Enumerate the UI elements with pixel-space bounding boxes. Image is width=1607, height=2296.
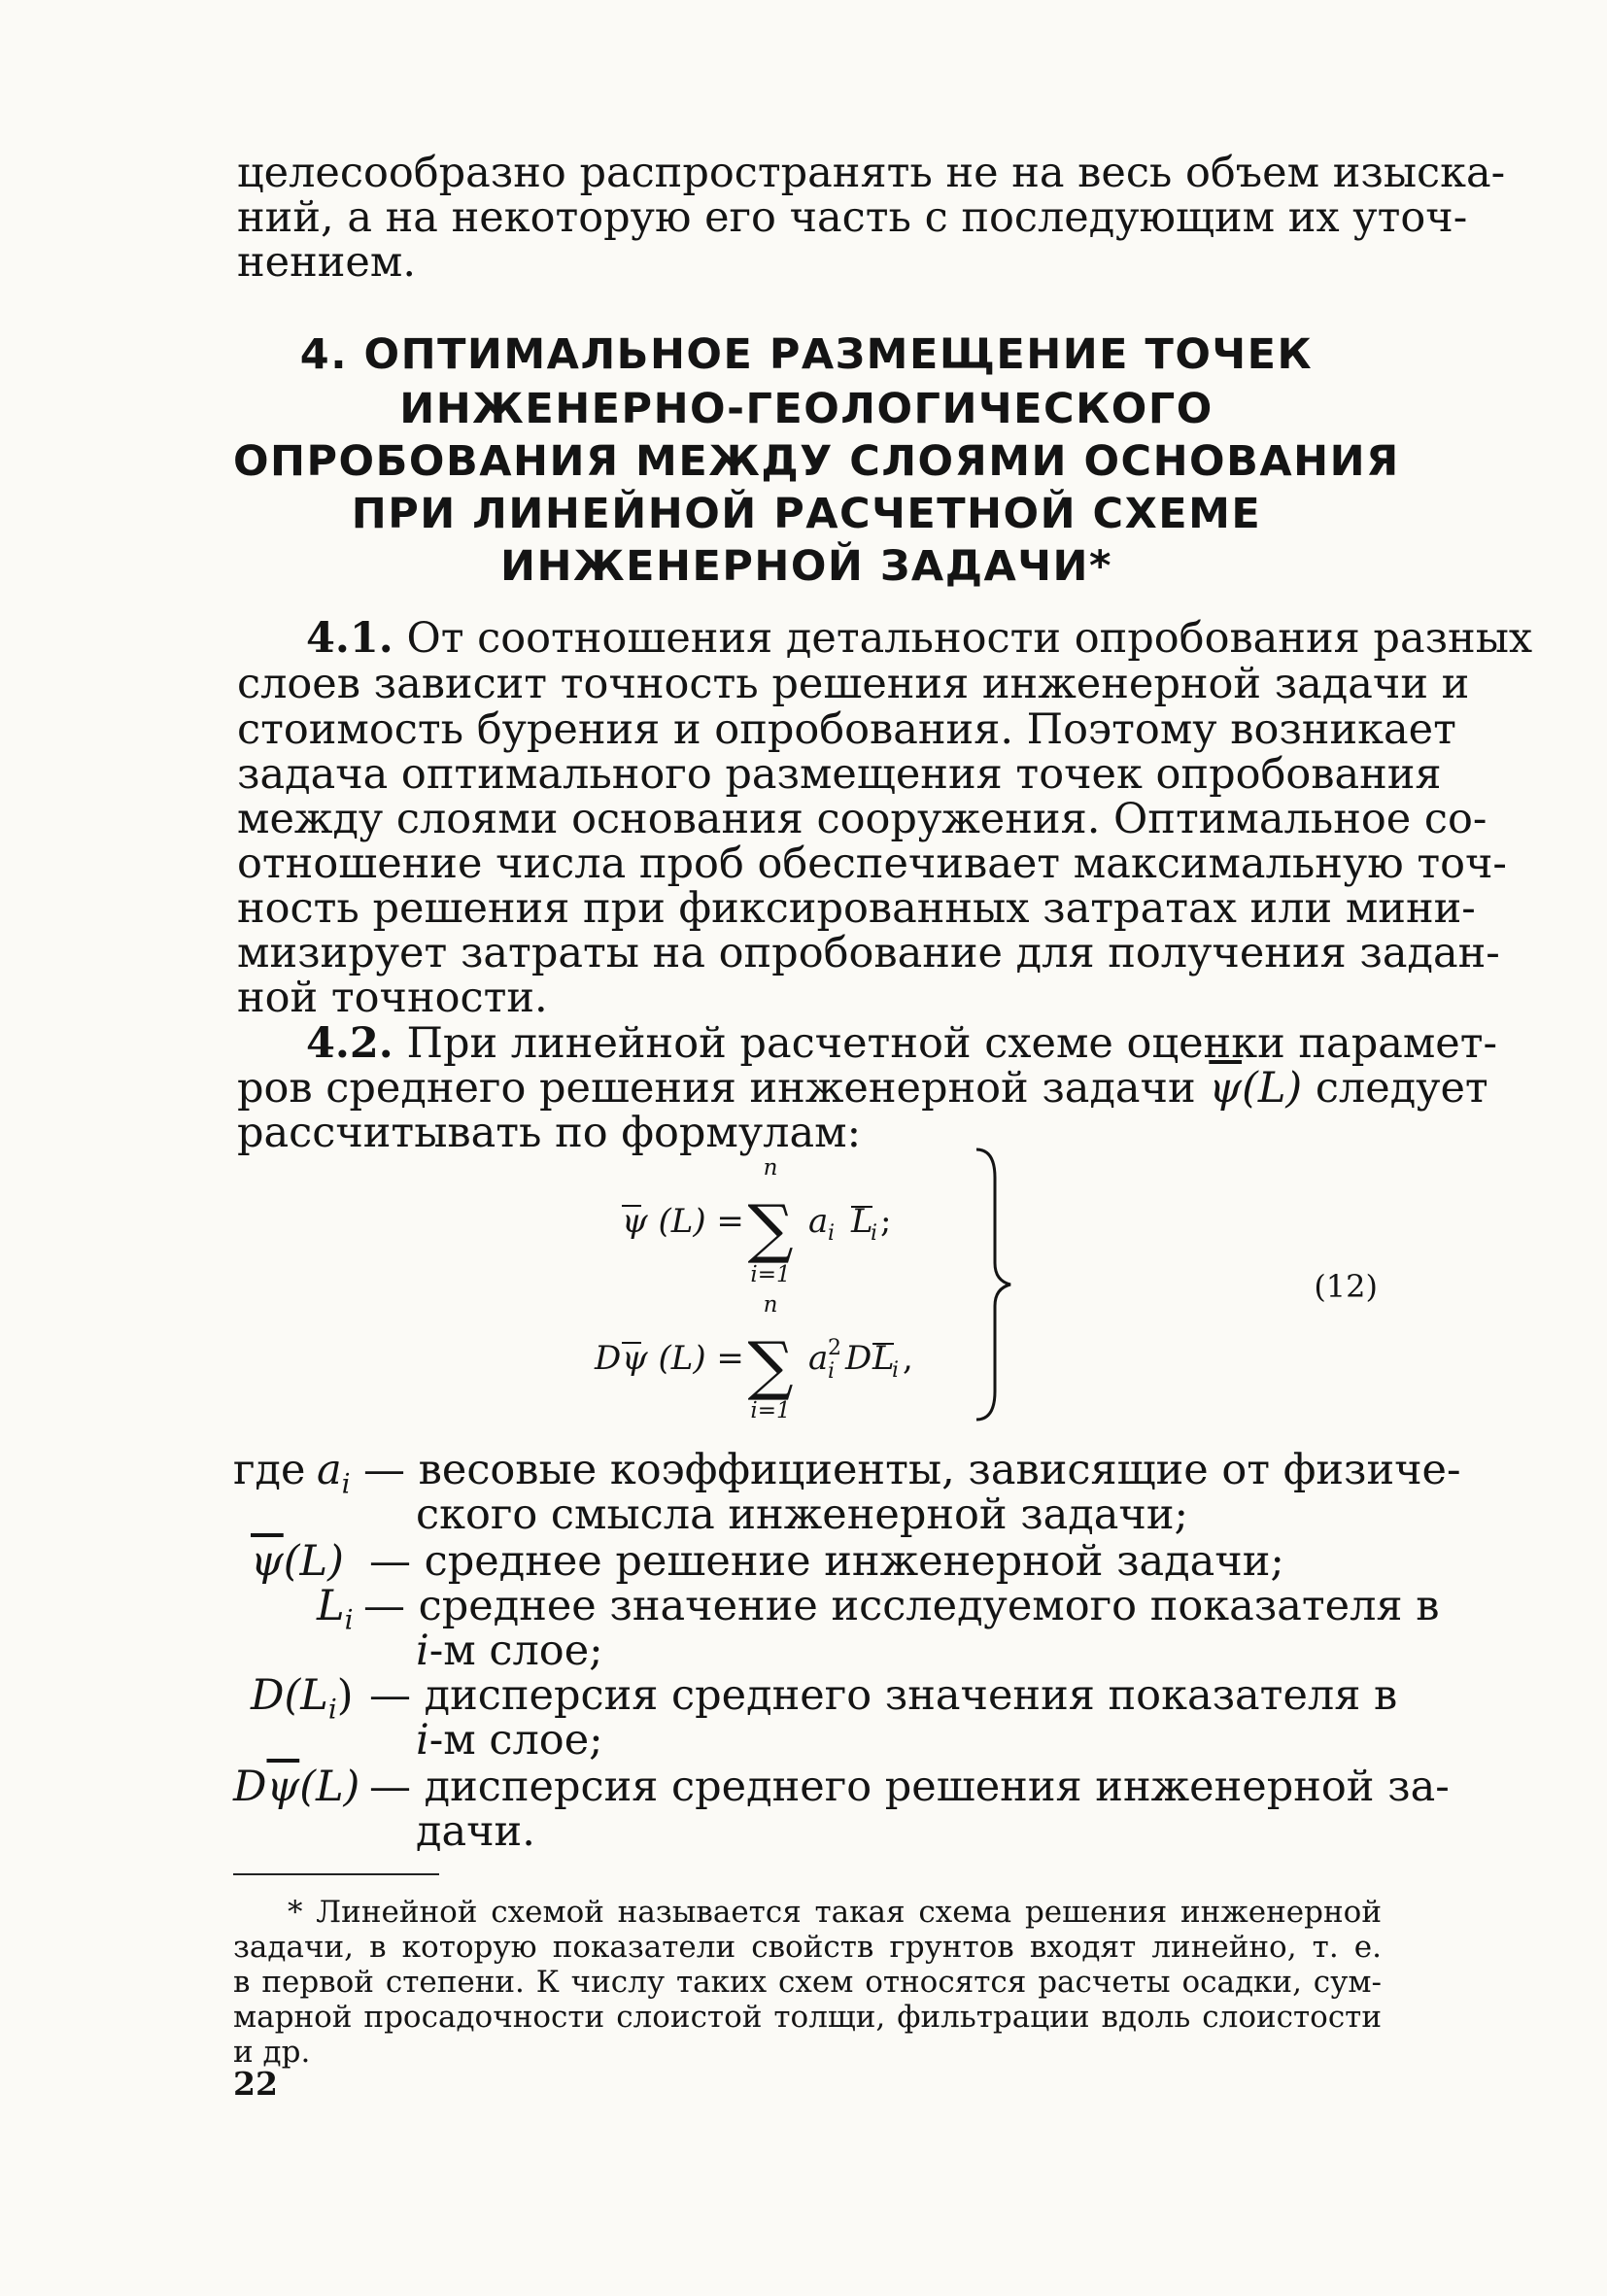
formula-1-lhs: ψ (L) = <box>622 1202 744 1241</box>
variable-L: L <box>872 1339 895 1378</box>
sum-upper-limit: n <box>763 1292 778 1318</box>
body-line: рассчитывать по формулам: <box>237 1109 862 1157</box>
footnote-line: в первой степени. К числу таких схем относятся расчеты осадки, сум- <box>233 1965 1382 2000</box>
psi-symbol: $\overline{\psi}(L)$ <box>1209 1064 1303 1113</box>
paragraph-text: следует <box>1315 1064 1488 1113</box>
body-line: мизирует затраты на опробование для получения задан- <box>237 929 1500 977</box>
body-line: стоимость бурения и опробования. Поэтому возникает <box>237 705 1456 754</box>
definition-symbol: $a_i$ <box>317 1446 351 1500</box>
definition-intro: где <box>233 1446 306 1494</box>
definition-text: — дисперсия среднего решения инженерной за- <box>369 1763 1450 1811</box>
paragraph-text: ров среднего решения инженерной задачи <box>237 1064 1196 1113</box>
footnote-line: задачи, в которую показатели свойств грунтов входят линейно, т. е. <box>233 1930 1382 1965</box>
body-line: задача оптимального размещения точек опробования <box>237 750 1442 799</box>
body-line: ний, а на некоторую его часть с последующим их уточ- <box>237 193 1468 242</box>
section-heading-line: ПРИ ЛИНЕЙНОЙ РАСЧЕТНОЙ СХЕМЕ <box>351 490 1262 538</box>
coefficient-a: a <box>808 1202 829 1241</box>
sum-lower-limit: i=1 <box>750 1398 791 1423</box>
body-line: слоев зависит точность решения инженерной задачи и <box>237 660 1470 708</box>
sum-lower-limit: i=1 <box>750 1262 791 1287</box>
footnote-rule <box>233 1873 439 1875</box>
definition-symbol: $D\overline{\psi}(L)$ <box>233 1763 360 1811</box>
dispersion-D: D <box>845 1339 872 1378</box>
definition-text: i-м слое; <box>416 1627 603 1675</box>
body-line: ность решения при фиксированных затратах или мини- <box>237 884 1476 933</box>
definition-text: — дисперсия среднего значения показателя в <box>369 1671 1398 1720</box>
subscript-i: i <box>828 1359 836 1384</box>
definition-text: — среднее решение инженерной задачи; <box>369 1537 1284 1586</box>
variable-L: L <box>851 1202 873 1241</box>
definition-text: ского смысла инженерной задачи; <box>416 1491 1188 1539</box>
sigma-symbol: ∑ <box>747 1191 794 1266</box>
section-heading-line: ИНЖЕНЕРНО-ГЕОЛОГИЧЕСКОГО <box>399 385 1214 433</box>
body-line: между слоями основания сооружения. Оптимальное со- <box>237 795 1487 843</box>
paragraph-number: 4.2. <box>306 1019 393 1068</box>
definition-symbol: $D(L_i)$ <box>251 1671 354 1726</box>
right-brace <box>976 1149 1010 1420</box>
formula-2-lhs: ψ (L) = <box>622 1339 744 1378</box>
footnote-line: марной просадочности слоистой толщи, фильтрации вдоль слоистости <box>233 2000 1382 2035</box>
footnote-line: * Линейной схемой называется такая схема решения инженерной <box>288 1895 1382 1930</box>
formula-punctuation: , <box>903 1339 913 1378</box>
paragraph-text: От соотношения детальности опробования разных <box>406 614 1533 663</box>
section-heading-line: ОПРОБОВАНИЯ МЕЖДУ СЛОЯМИ ОСНОВАНИЯ <box>233 437 1400 486</box>
paragraph-number: 4.1. <box>306 614 393 663</box>
formula-punctuation: ; <box>880 1202 892 1241</box>
body-line: нением. <box>237 238 416 287</box>
definition-text: — весовые коэффициенты, зависящие от физиче- <box>363 1446 1461 1494</box>
dispersion-D: D <box>595 1339 622 1378</box>
body-line: отношение числа проб обеспечивает максимальную точ- <box>237 840 1507 888</box>
footnote-line: и др. <box>233 2035 311 2070</box>
definition-text: i-м слое; <box>416 1716 603 1765</box>
section-heading-line: ИНЖЕНЕРНОЙ ЗАДАЧИ* <box>500 542 1112 591</box>
subscript-i: i <box>871 1221 878 1246</box>
page-number: 22 <box>233 2065 278 2103</box>
equation-number: (12) <box>1314 1268 1378 1305</box>
definition-symbol: $\overline{\psi}(L)$ <box>251 1537 344 1586</box>
sum-upper-limit: n <box>763 1155 778 1181</box>
superscript-2: 2 <box>828 1336 841 1360</box>
subscript-i: i <box>828 1221 836 1246</box>
body-line: ной точности. <box>237 974 548 1022</box>
definition-symbol: $L_i$ <box>317 1582 354 1636</box>
definition-text: — среднее значение исследуемого показателя в <box>363 1582 1440 1630</box>
coefficient-a: a <box>808 1339 829 1378</box>
paragraph-text: При линейной расчетной схеме оценки парамет- <box>406 1019 1498 1068</box>
definition-text: дачи. <box>416 1807 535 1856</box>
section-heading-line: 4. ОПТИМАЛЬНОЕ РАЗМЕЩЕНИЕ ТОЧЕК <box>299 330 1314 379</box>
sigma-symbol: ∑ <box>747 1328 794 1403</box>
body-line: целесообразно распространять не на весь объем изыска- <box>237 149 1506 197</box>
subscript-i: i <box>892 1358 900 1383</box>
